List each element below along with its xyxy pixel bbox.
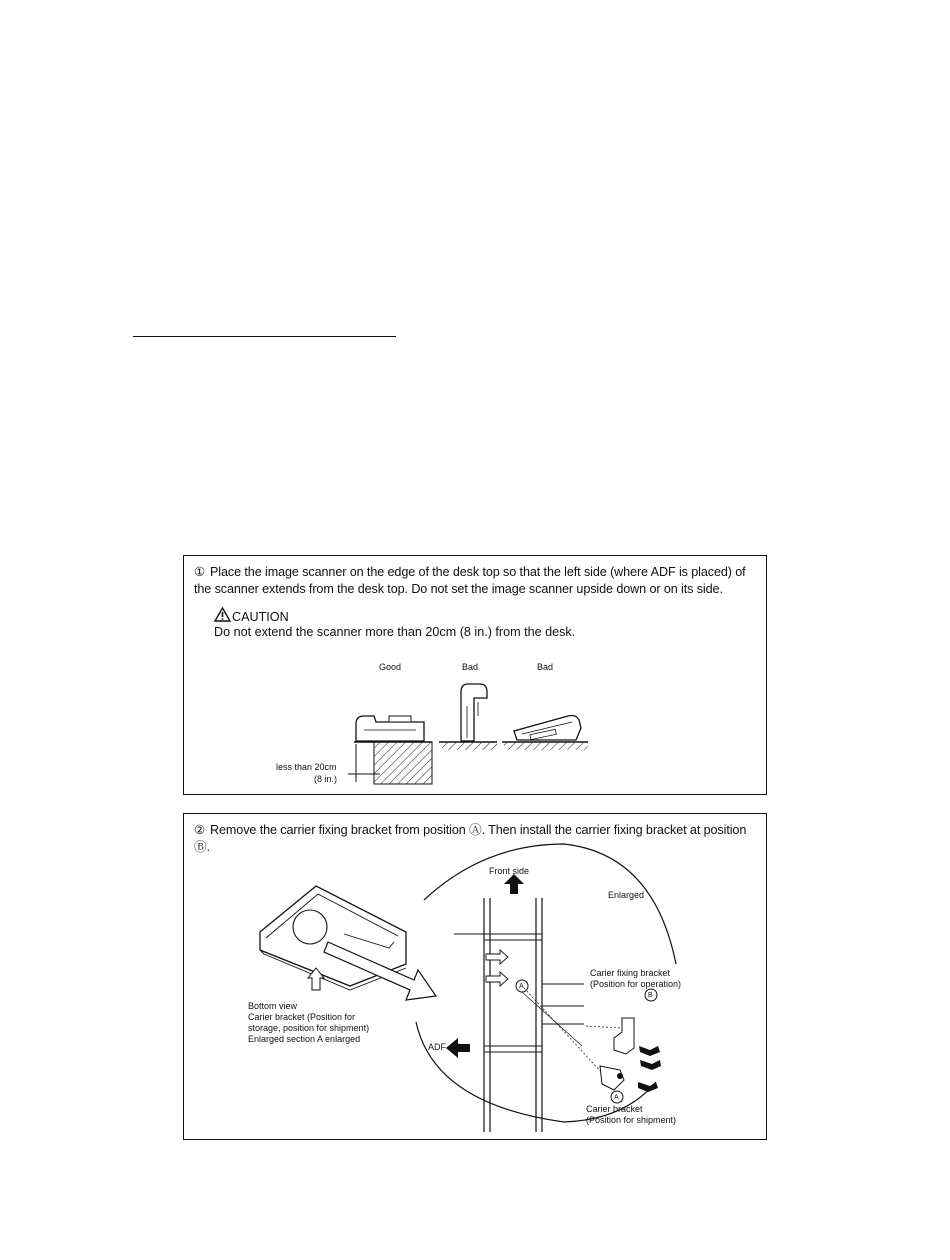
adf-side-label: ADF side xyxy=(428,1042,466,1052)
scanner-bottom-view-figure xyxy=(260,886,436,1000)
scanner-placement-illustration xyxy=(184,556,768,796)
front-side-label: Front side xyxy=(489,866,530,876)
good-label: Good xyxy=(379,662,402,672)
step-1-panel xyxy=(183,555,767,795)
bad-example-tilted-figure xyxy=(502,716,588,751)
distance-label-line2: (8 in.) xyxy=(314,774,338,784)
fixing-bracket-label-line2: (Position for operation) xyxy=(590,979,682,989)
carrier-bracket-storage-label-line1: Carier bracket (Position for xyxy=(248,1012,356,1022)
step-1-number: ① xyxy=(194,565,206,579)
caution-text: Do not extend the scanner more than 20cm (8 in.) from the desk. xyxy=(214,625,576,639)
distance-label-line1: less than 20cm xyxy=(276,762,337,772)
fixing-bracket-label-line1: Carier fixing bracket xyxy=(590,968,671,978)
enlarged-label: Enlarged xyxy=(608,890,645,900)
bad-example-upright-figure xyxy=(439,684,497,750)
step-2-panel xyxy=(183,813,767,1140)
step-2-text: Remove the carrier fixing bracket from position Ⓐ. Then install the carrier fixing bracket at position Ⓑ. xyxy=(194,823,747,854)
carrier-bracket-shipment-label-line1: Carier bracket xyxy=(586,1104,643,1114)
good-example-figure xyxy=(348,716,432,784)
bottom-view-label: Bottom view xyxy=(248,1001,298,1011)
step-1-text: Place the image scanner on the edge of the desk top so that the left side (where ADF is placed) of the scanner extends from the desk top. Do not set the image scanner upside down or on its side. xyxy=(194,565,746,596)
step-2-number: ② xyxy=(194,823,206,837)
carrier-bracket-storage-label-line2: storage, position for shipment) xyxy=(248,1023,370,1033)
enlarged-section-label: Enlarged section A enlarged xyxy=(248,1034,361,1044)
caution-label: CAUTION xyxy=(232,610,289,624)
carrier-bracket-shipment-label-line2: (Position for shipment) xyxy=(586,1115,677,1125)
bad-label-1: Bad xyxy=(462,662,479,672)
marker-a-rail: A xyxy=(519,983,524,990)
section-underline xyxy=(133,336,396,337)
bracket-installation-illustration xyxy=(184,814,768,1141)
marker-b: B xyxy=(648,992,653,999)
marker-a: A xyxy=(614,1094,619,1101)
bad-label-2: Bad xyxy=(537,662,554,672)
